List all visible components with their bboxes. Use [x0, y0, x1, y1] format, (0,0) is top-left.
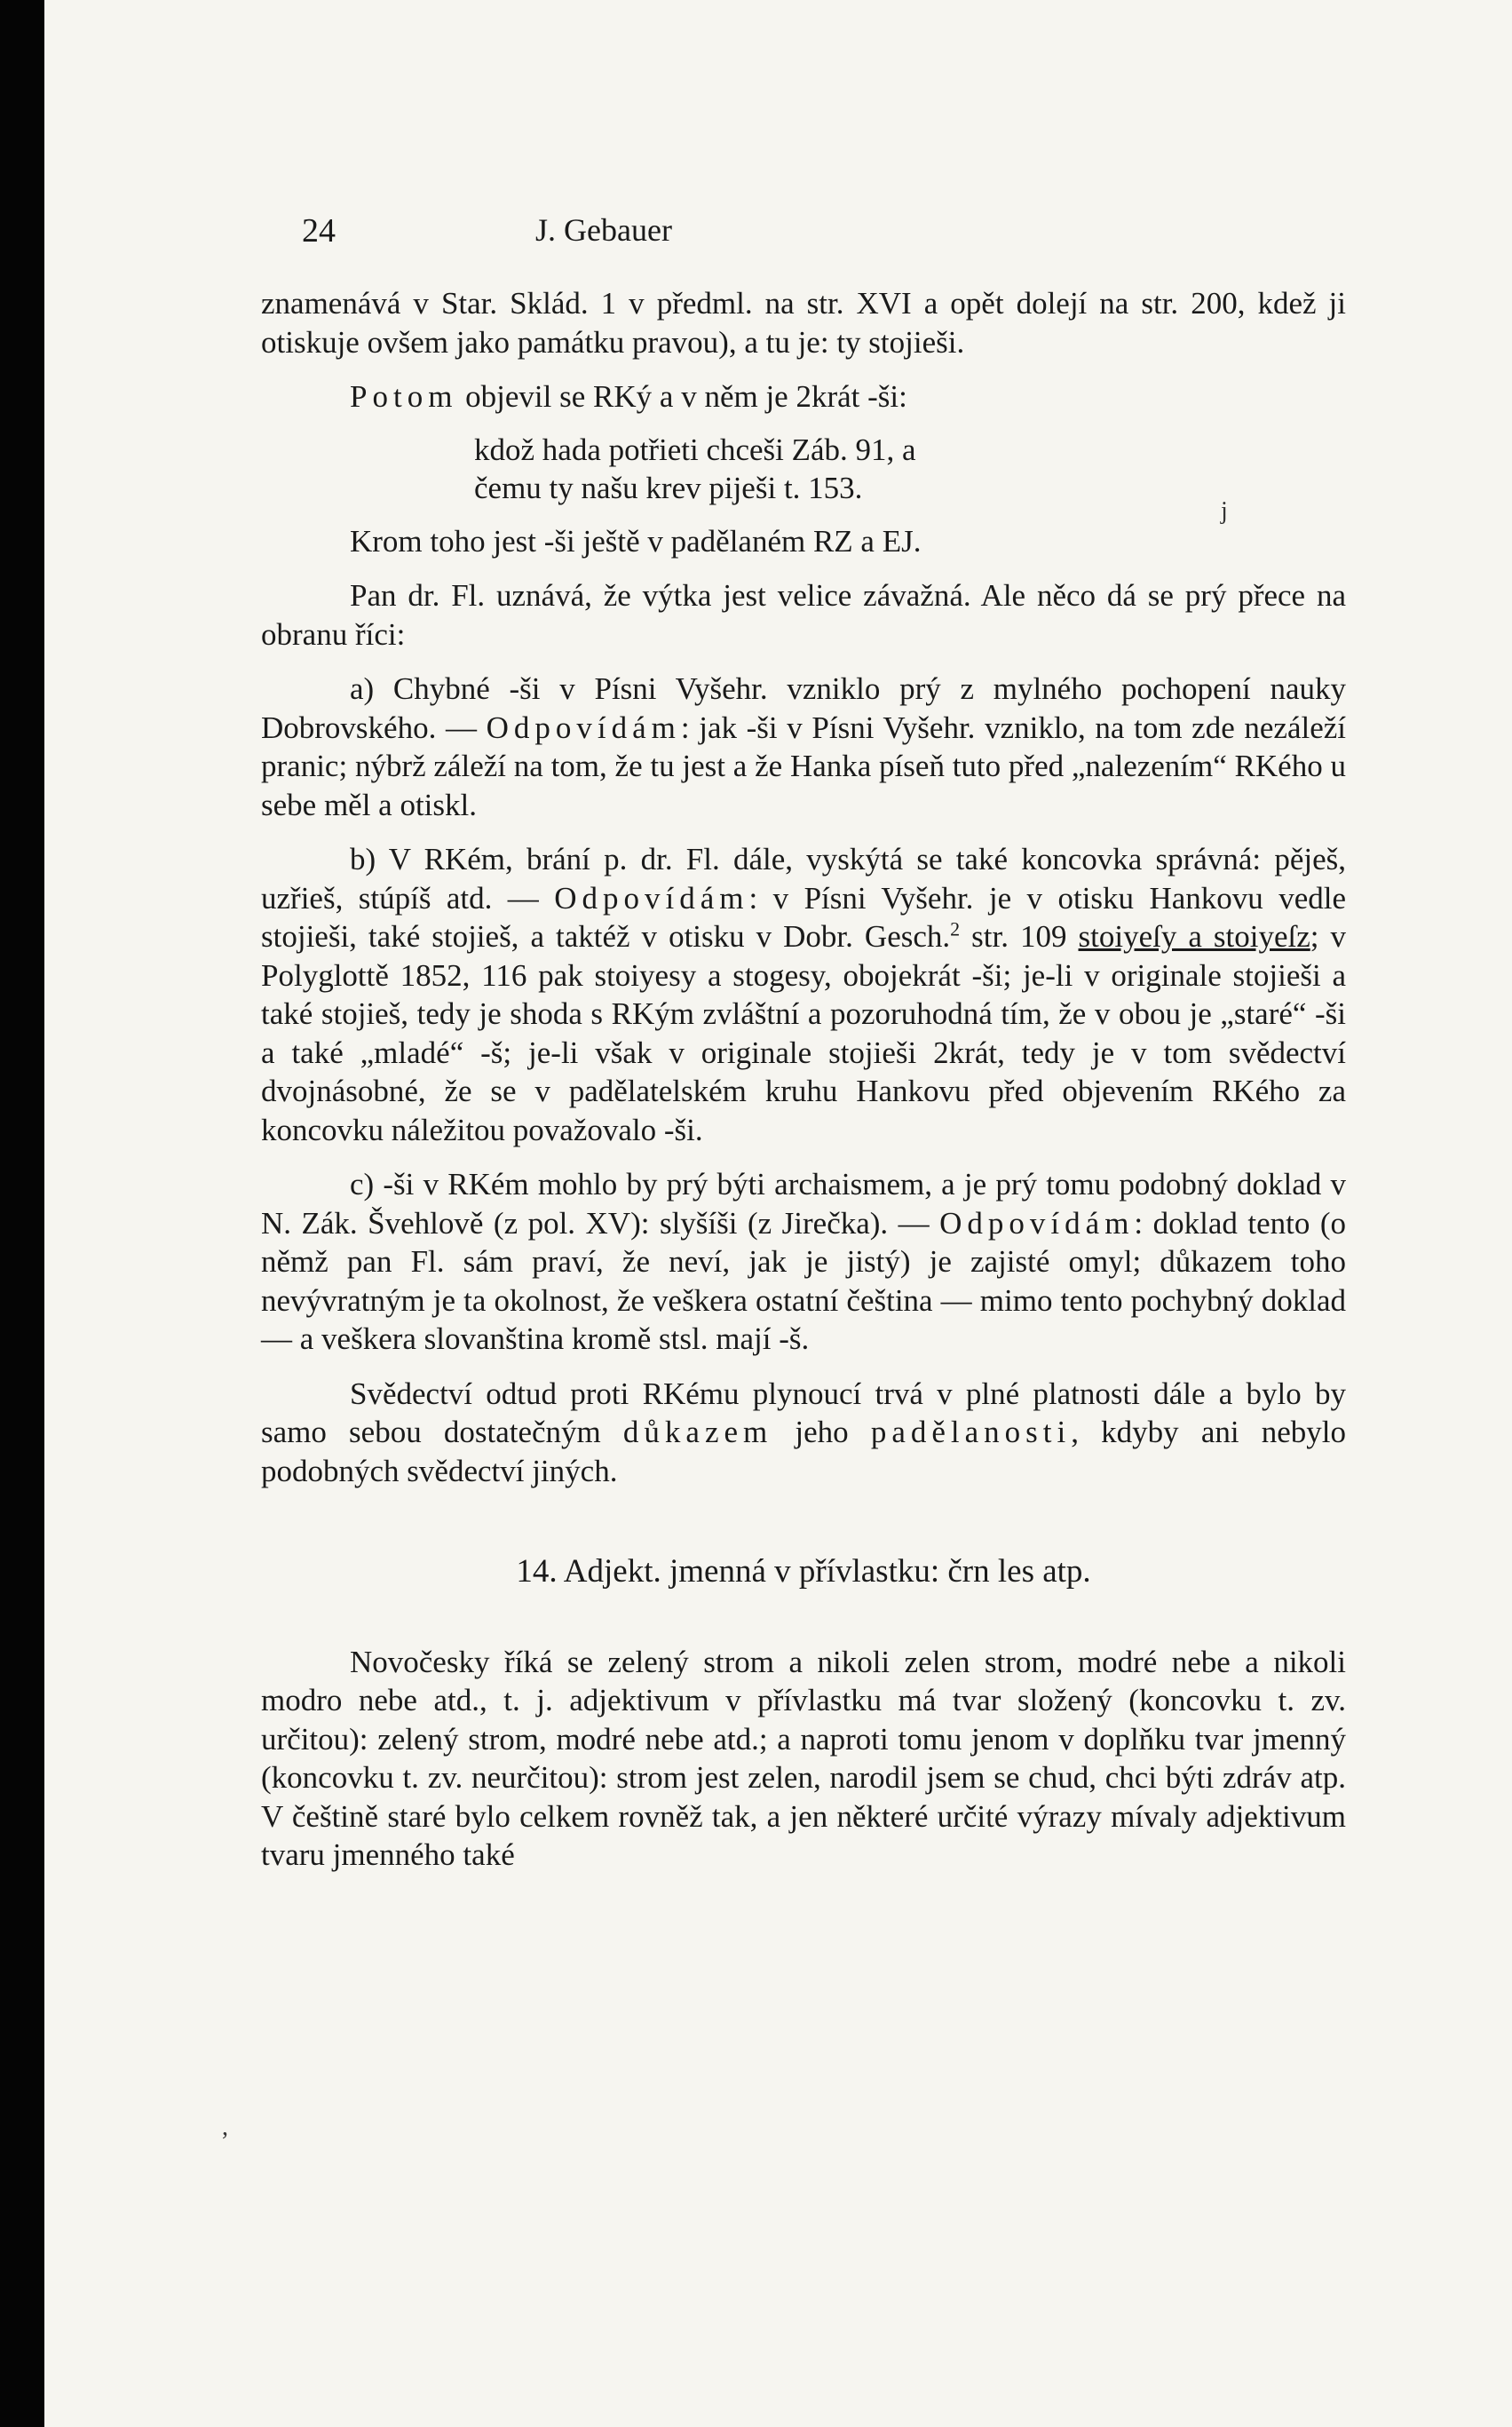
superscript: 2: [950, 917, 961, 940]
paragraph-6-text: b) V RKém, brání p. dr. Fl. dále, vyskýtá se také koncovka správná: pěješ, uzřieš, stúpíš atd. —: [261, 842, 1346, 916]
margin-mark-j: j: [1221, 497, 1228, 525]
paragraph-5: [261, 670, 1346, 824]
spaced-word: Odpovídám: [554, 880, 749, 916]
paragraph-6-text-ref: str. 109: [960, 919, 1079, 954]
book-page: [44, 0, 1512, 2427]
paragraph-8-text-mid: jeho: [772, 1415, 871, 1449]
paragraph-8-text: Svědectví odtud proti RKému plynoucí trvá v plné platnosti dále a bylo by samo sebou dostatečným: [261, 1376, 1346, 1449]
paragraph-8: [261, 1375, 1346, 1491]
paragraph-1: znamenává v Star. Sklád. 1 v předml. na str. XVI a opět dolejí na str. 200, kdež ji otiskuje ovšem jako památku pravou), a tu je: ty stojieši.: [261, 286, 1346, 360]
spaced-word: Potom: [350, 379, 458, 414]
paragraph-4: Pan dr. Fl. uznává, že výtka jest velice závažná. Ale něco dá se prý přece na obranu říci:: [261, 578, 1346, 652]
section-heading: 14. Adjekt. jmenná v přívlastku: črn les atp.: [516, 1553, 1091, 1590]
spaced-word: Odpovídám: [486, 710, 681, 745]
paragraph-7-text: c) -ši v RKém mohlo by prý býti archaismem, a je prý tomu podobný doklad v N. Zák. Švehlově (z pol. XV): slyšíši (z Jirečka). —: [261, 1167, 1346, 1241]
running-head: J. Gebauer: [535, 212, 672, 248]
paragraph-8-text-end: , kdyby ani nebylo podobných svědectví jiných.: [261, 1415, 1346, 1488]
spaced-word: padělanosti: [870, 1415, 1072, 1449]
quote-line-1: kdož hada potřieti chceši Záb. 91, a: [474, 432, 916, 467]
paragraph-6-text-cont: : v Písni Vyšehr. je v otisku Hankovu vedle stojieši, také stojieš, a taktéž v otisku v Dobr. Gesch.: [261, 880, 1346, 954]
spaced-word: důkazem: [622, 1415, 773, 1449]
quotation-block: [261, 431, 1346, 508]
page-header: [302, 211, 906, 256]
margin-mark-comma: ,: [222, 2114, 228, 2141]
paragraph-3: Krom toho jest -ši ještě v padělaném RZ a EJ.: [350, 523, 922, 559]
paragraph-9: Novočesky říká se zelený strom a nikoli zelen strom, modré nebe a nikoli modro nebe atd., t. j. adjektivum v přívlastku má tvar složený (koncovku t. zv. určitou): zelený strom, modré nebe atd.; a naproti tomu jenom v doplňku tvar jmenný (koncovku t. zv. neurčitou): strom jest zelen, narodil jsem se chud, chci býti zdráv atp. V češtině staré bylo celkem rovněž tak, a jen některé určité výrazy mívaly adjektivum tvaru jmenného také: [261, 1644, 1346, 1872]
underlined-citation: stoiyeſy a stoiyeſz: [1078, 919, 1310, 954]
paragraph-7: [261, 1165, 1346, 1359]
paragraph-2-text: objevil se RKý a v něm je 2krát -ši:: [457, 379, 907, 414]
page-number: 24: [302, 212, 336, 250]
quote-line-2: čemu ty našu krev piješi t. 153.: [474, 471, 863, 505]
paragraph-6: [261, 840, 1346, 1149]
paragraph-6-text-end: ; v Polyglottě 1852, 116 pak stoiyesy a stogesy, obojekrát -ši; je-li v originale stojieši a také stojieš, tedy je shoda s RKým zvláštní a pozoruhodná tím, že v obou je „staré“ -ši a také „mladé“ -š; je-li však v originale stojieši 2krát, tedy je v tom svědectví dvojnásobné, že se v padělatelském kruhu Hankovu před objevením RKého za koncovku náležitou považovalo -ši.: [261, 919, 1346, 1147]
scan-edge: [0, 0, 44, 2427]
page-body: [261, 284, 1346, 1875]
spaced-word: Odpovídám: [939, 1205, 1135, 1241]
paragraph-5-text-cont: : jak -ši v Písni Vyšehr. vzniklo, na tom zde nezáleží pranic; nýbrž záleží na tom, že tu jest a že Hanka píseň tuto před „nalezením“ RKého u sebe měl a otiskl.: [261, 710, 1346, 822]
paragraph-7-text-cont: : doklad tento (o němž pan Fl. sám praví, že neví, jak je jistý) je zajisté omyl; důkazem toho nevývratným je ta okolnost, že veškera ostatní čeština — mimo tento pochybný doklad — a veškera slovanština kromě stsl. mají -š.: [261, 1205, 1347, 1356]
paragraph-5-text: a) Chybné -ši v Písni Vyšehr. vzniklo prý z mylného pochopení nauky Dobrovského. —: [261, 671, 1346, 745]
paragraph-2: [261, 377, 1346, 416]
